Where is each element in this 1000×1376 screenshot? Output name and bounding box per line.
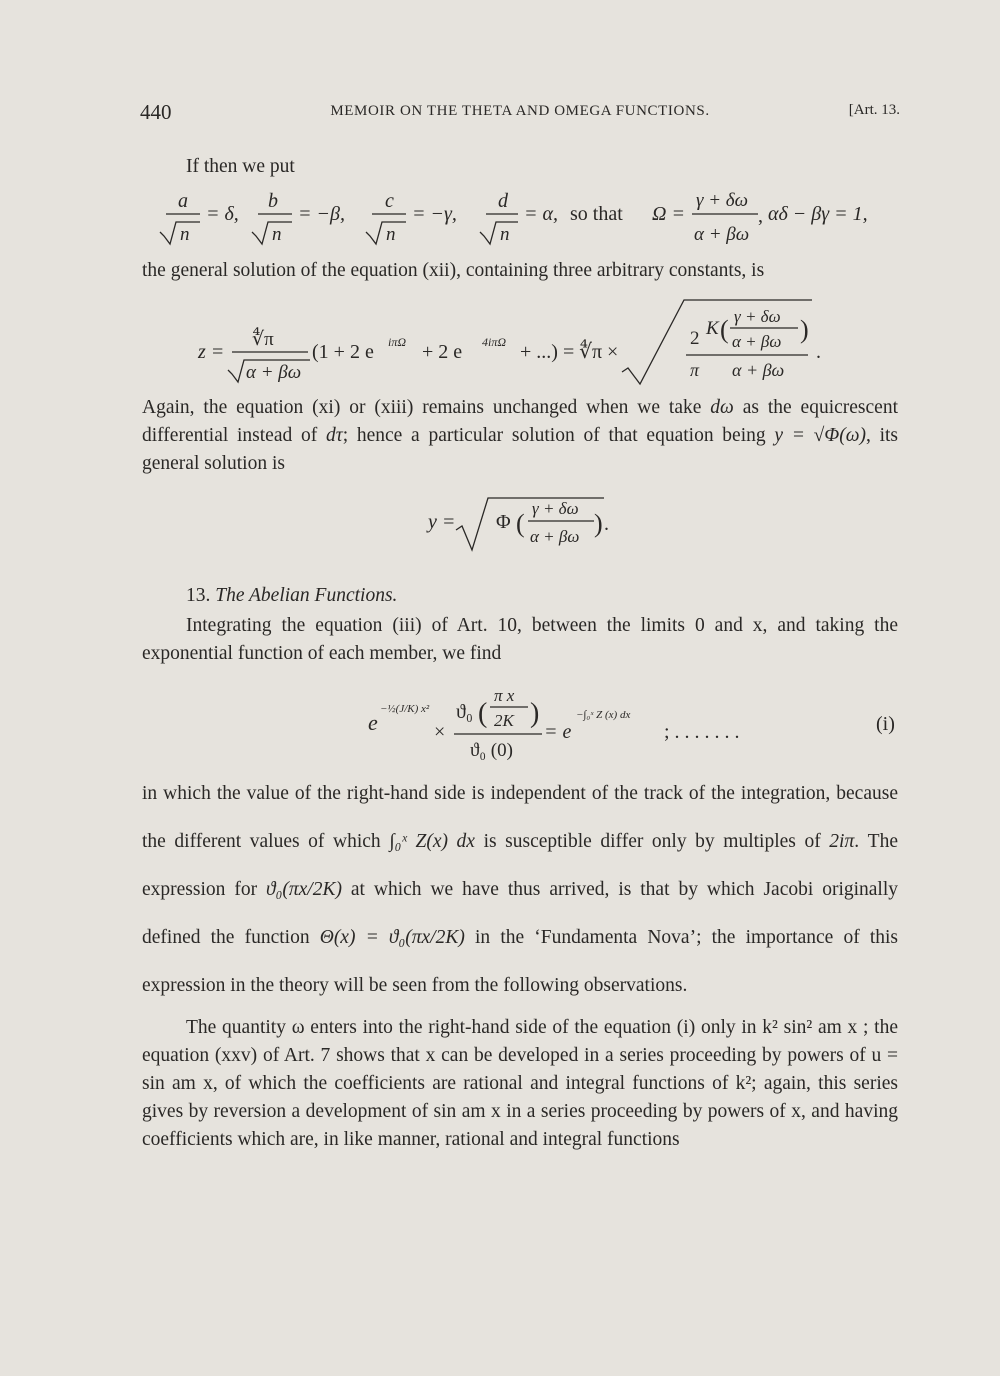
eq1-omega-num: γ + δω [696, 190, 749, 211]
eq3-paren-open: ( [516, 509, 525, 538]
eq2-series-c: + ...) = ∜π × [520, 341, 619, 363]
eq2-k-den: α + βω [732, 332, 782, 351]
eq1-frac2-den: n [272, 224, 282, 245]
inline-integral-z: ∫₀ˣ Z(x) dx [389, 831, 475, 852]
paragraph-if-then: If then we put [186, 156, 295, 177]
eq2-pi: π [690, 360, 700, 380]
eq2-big-sqrt [622, 300, 812, 384]
eq2-series-a: (1 + 2 e [312, 341, 374, 363]
eq3-phi: Φ [496, 511, 511, 533]
eq3-paren-close: ) [594, 509, 603, 538]
eq2-end: . [816, 341, 821, 363]
page-number: 440 [140, 100, 172, 124]
eq2-den-sqrt [228, 360, 310, 382]
p3-text-a: Again, the equation (xi) or (xiii) remains unchanged when we take [142, 397, 702, 418]
eq2-exp1: iπΩ [388, 335, 407, 349]
eq4-theta-num: ϑ₀ [456, 701, 473, 723]
eq1-condition: αδ − βγ = 1, [768, 203, 868, 225]
inline-two-i-pi: 2iπ [829, 831, 855, 852]
eq1-omega-den: α + βω [694, 224, 750, 245]
eq4-label: (i) [876, 713, 895, 735]
eq4-theta-den: ϑ₀ (0) [470, 740, 513, 761]
eq4-arg-den: 2K [494, 711, 514, 730]
p3-text-b: as the equicrescent differential instead of [142, 397, 899, 446]
eq3-den: α + βω [530, 527, 580, 546]
paragraph-again [142, 394, 898, 478]
eq1-frac2-num: b [268, 190, 278, 212]
eq1-so-that: so that [570, 203, 623, 225]
p5-text-d: at which we have thus arrived, is that by which Jacobi originally defined the function [142, 879, 899, 948]
eq1-frac3-num: c [385, 190, 394, 212]
eq3-lhs: y = [428, 511, 456, 533]
p5-text-e: in the ‘Fundamenta Nova’; the importance of this expression in the theory will be seen from the following observations. [142, 927, 899, 996]
eq1-frac4-sqrt [480, 222, 518, 244]
eq2-series-b: + 2 e [422, 341, 463, 363]
p3-text-c: ; hence a particular solution of that equation being [342, 425, 766, 446]
eq2-k-num: γ + δω [734, 307, 781, 326]
eq1-frac4-rhs: = α, [524, 203, 558, 225]
eq2-num: ∜π [252, 329, 274, 350]
eq4-paren-open: ( [478, 698, 488, 729]
eq1-frac1-rhs: = δ, [206, 203, 239, 225]
eq4-dots: ; . . . . . . . [664, 721, 740, 743]
eq1-frac1-num: a [178, 190, 188, 212]
p5-text-c: . The expression for [142, 831, 898, 900]
eq2-paren-open: ( [720, 315, 729, 344]
inline-theta-definition: Θ(x) = ϑ₀(πx/2K) [319, 927, 465, 948]
eq1-frac1-sqrt [160, 222, 200, 244]
section-heading [186, 582, 942, 610]
eq3-end: . [604, 513, 609, 535]
eq1-frac4-num: d [498, 190, 508, 212]
running-title: MEMOIR ON THE THETA AND OMEGA FUNCTIONS. [330, 103, 710, 119]
section-title: The Abelian Functions. [215, 585, 398, 606]
inline-theta-expression: ϑ₀(πx/2K) [266, 879, 342, 900]
inline-d-tau: dτ [325, 425, 343, 446]
eq1-comma: , [758, 205, 763, 227]
eq4-eq: = e [544, 721, 572, 743]
eq4-times: × [434, 721, 446, 743]
eq1-frac2-sqrt [252, 222, 292, 244]
paragraph-quantity-omega: The quantity ω enters into the right-hand side of the equation (i) only in k² sin² am x ; the equation (xxv) of Art. 7 shows that x can be developed in a series proceeding by powers of u = sin am x, of which the coefficients are rational and integral functions of k²; again, this series gives by reversion a development of sin am x in a series proceeding by powers of x, and having coefficients which are, in like manner, rational and integral functions [142, 1017, 898, 1150]
eq4-rhs-exp: −∫₀ˣ Z (x) dx [576, 709, 631, 721]
eq2-lhs: z = [198, 341, 225, 363]
eq2-K: K [706, 318, 719, 339]
eq1-omega-lhs: Ω = [652, 203, 685, 225]
eq1-frac3-rhs: = −γ, [412, 203, 457, 225]
eq4-paren-close: ) [530, 698, 540, 729]
eq4-e: e [368, 710, 378, 735]
eq1-frac3-sqrt [366, 222, 406, 244]
inline-d-omega: dω [710, 397, 734, 418]
eq2-paren-close: ) [800, 315, 809, 344]
eq2-two: 2 [690, 328, 700, 349]
eq1-frac2-rhs: = −β, [298, 203, 345, 225]
paragraph-right-hand-side [142, 770, 898, 1010]
p5-text-b: is susceptible differ only by multiples of [483, 831, 821, 852]
eq1-frac4-den: n [500, 224, 510, 245]
article-reference: [Art. 13. [848, 102, 900, 118]
p5-text-a: in which the value of the right-hand side is independent of the track of the integration, because the different values of which [142, 783, 898, 852]
eq2-outer-den: α + βω [732, 360, 785, 380]
eq1-frac1-den: n [180, 224, 190, 245]
section-number: 13. [186, 585, 211, 606]
eq1-frac3-den: n [386, 224, 396, 245]
eq2-exp2: 4iπΩ [482, 335, 507, 349]
eq2-den: α + βω [246, 362, 302, 383]
p3-text-d: , its general solution is [142, 425, 899, 474]
paragraph-integrating: Integrating the equation (iii) of Art. 10, between the limits 0 and x, and taking the exponential function of each member, we find [142, 615, 898, 664]
inline-y-equals: y = √Φ(ω) [774, 425, 866, 446]
eq3-sqrt [456, 498, 604, 550]
eq4-exp: −½(J/K) x² [380, 703, 430, 715]
paragraph-general-solution: the general solution of the equation (xii), containing three arbitrary constants, is [142, 260, 765, 281]
eq3-num: γ + δω [532, 499, 579, 518]
running-header [140, 100, 900, 130]
eq4-arg-num: π x [494, 686, 515, 705]
